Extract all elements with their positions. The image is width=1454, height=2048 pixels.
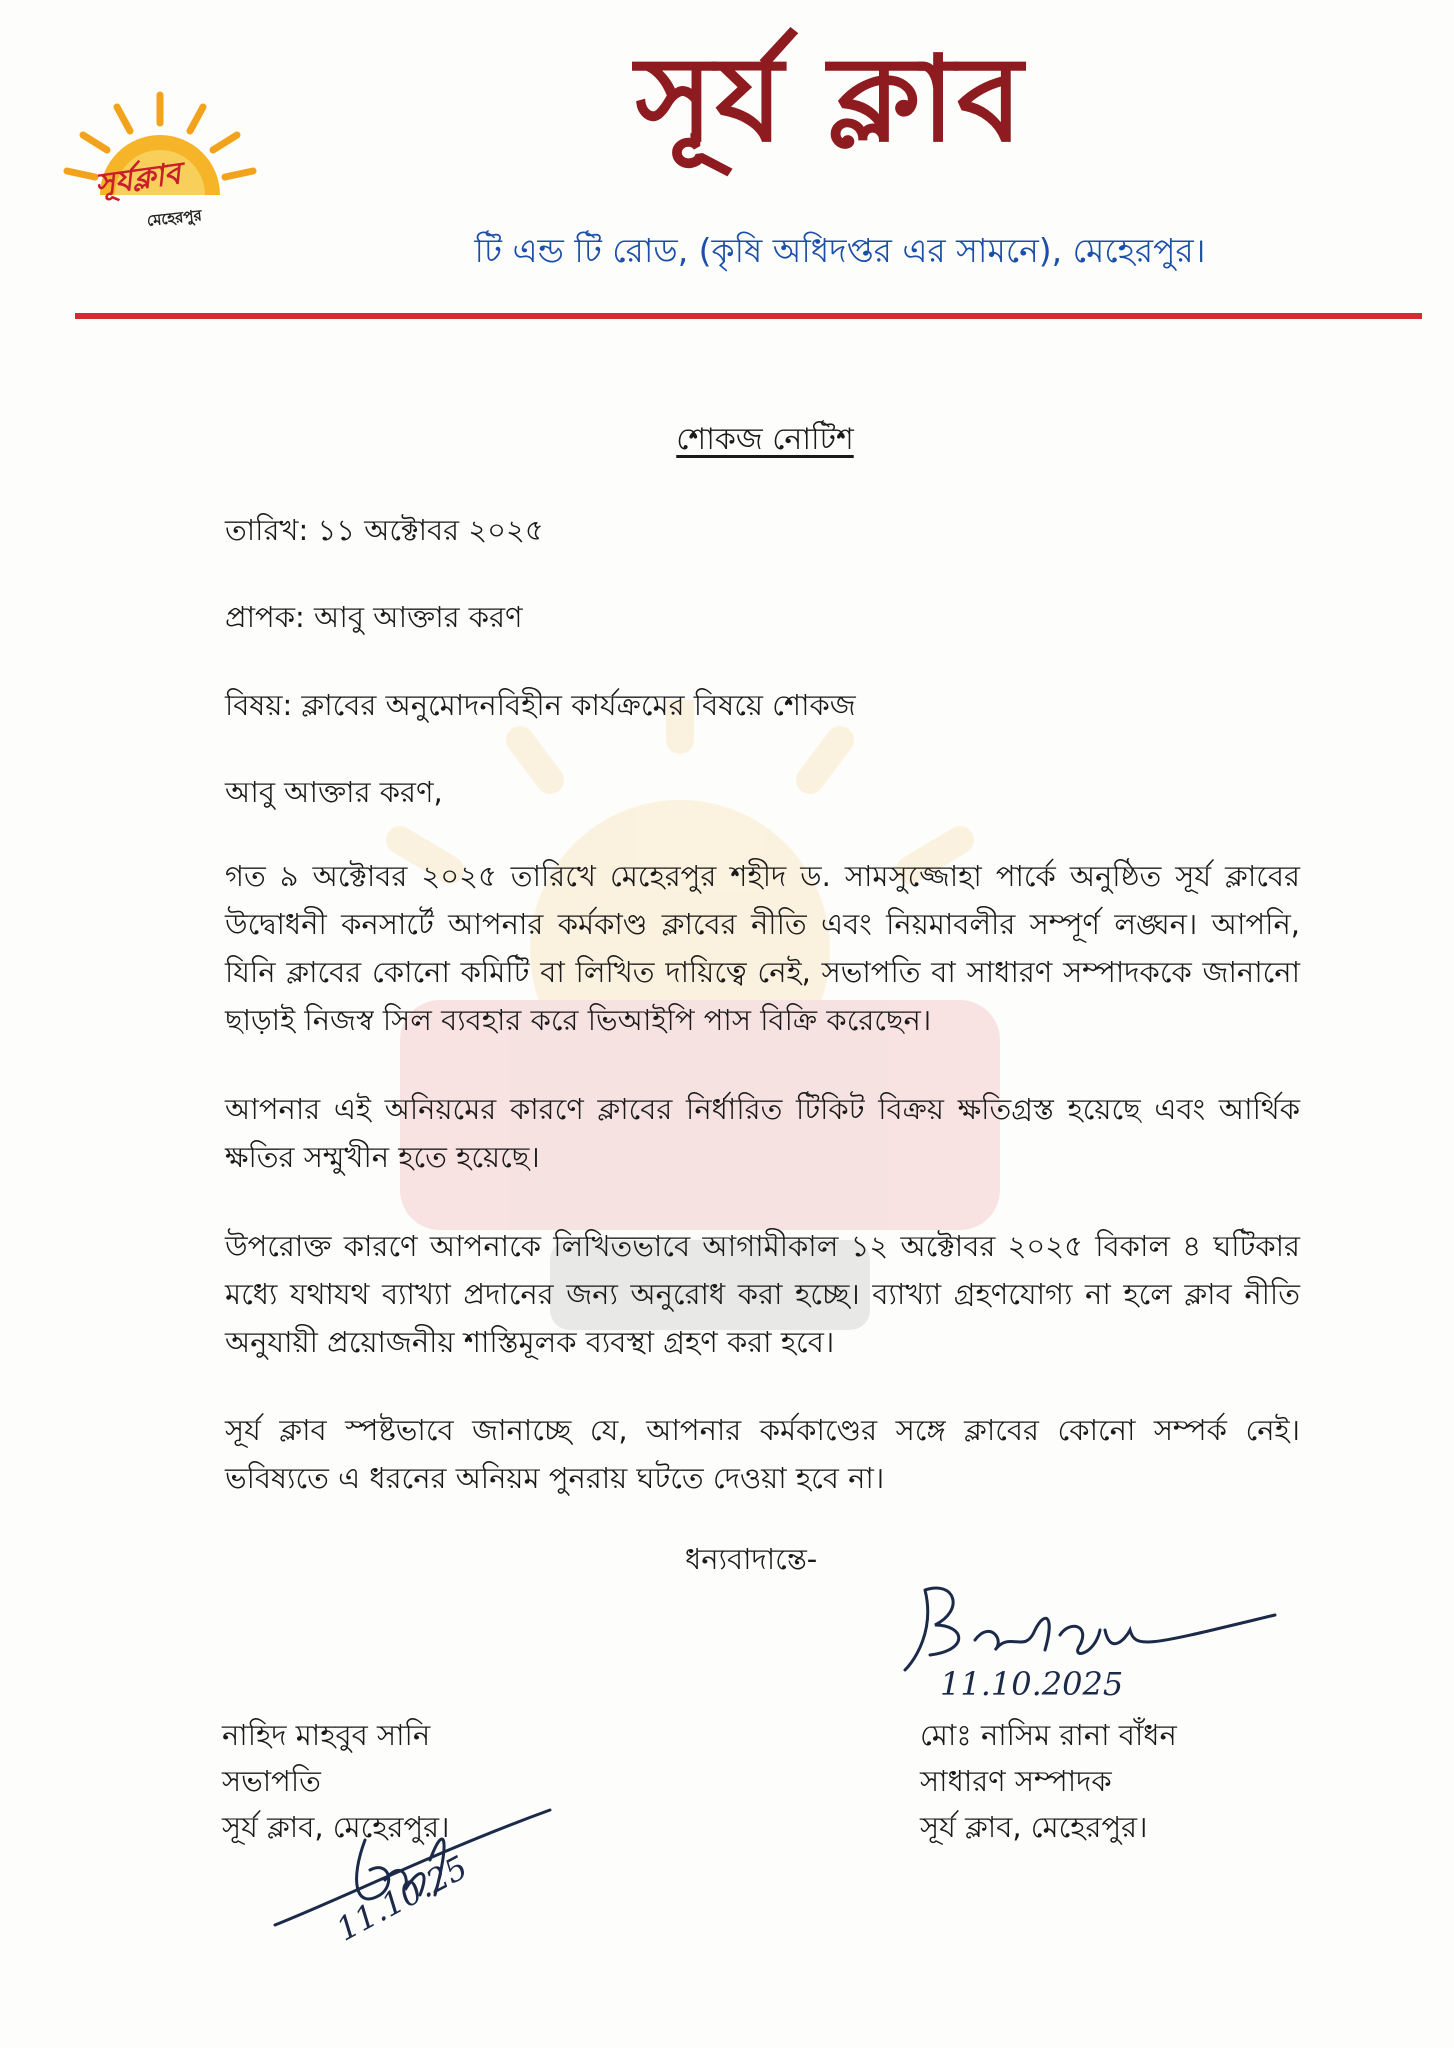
logo-subtext: মেহেরপুর xyxy=(146,206,203,230)
salutation: আবু আক্তার করণ, xyxy=(225,775,443,809)
date-line: তারিখ: ১১ অক্টোবর ২০২৫ xyxy=(225,513,544,547)
closing: ধন্যবাদান্তে- xyxy=(685,1542,818,1576)
secretary-block xyxy=(920,1712,1177,1850)
paragraph-1: গত ৯ অক্টোবর ২০২৫ তারিখে মেহেরপুর শহীদ ড. সামসুজ্জোহা পার্কে অনুষ্ঠিত সূর্য ক্লাবের উদ্বোধনী কনসার্টে আপনার কর্মকাণ্ড ক্লাবের নীতি এবং নিয়মাবলীর সম্পূর্ণ লঙ্ঘন। আপনি, যিনি ক্লাবের কোনো কমিটি বা লিখিত দায়িত্বে নেই, সভাপতি বা সাধারণ সম্পাদককে জানানো ছাড়াই নিজস্ব সিল ব্যবহার করে ভিআইপি পাস বিক্রি করেছেন। xyxy=(225,859,1300,1037)
secretary-signature-date: 11.10.2025 xyxy=(940,1665,1124,1703)
secretary-organization: সূর্য ক্লাব, মেহেরপুর। xyxy=(920,1810,1148,1844)
paragraph-4: সূর্য ক্লাব স্পষ্টভাবে জানাচ্ছে যে, আপনার কর্মকাণ্ডের সঙ্গে ক্লাবের কোনো সম্পর্ক নেই। ভবিষ্যতে এ ধরনের অনিয়ম পুনরায় ঘটতে দেওয়া হবে না। xyxy=(225,1413,1300,1495)
club-name-heading: সূর্য ক্লাব xyxy=(635,29,1025,168)
secretary-name: মোঃ নাসিম রানা বাঁধন xyxy=(920,1718,1177,1752)
president-name: নাহিদ মাহবুব সানি xyxy=(222,1718,431,1752)
club-address: টি এন্ড টি রোড, (কৃষি অধিদপ্তর এর সামনে), মেহেরপুর। xyxy=(474,231,1206,270)
president-organization: সূর্য ক্লাব, মেহেরপুর। xyxy=(222,1810,450,1844)
header-divider xyxy=(75,313,1422,319)
subject-line: বিষয়: ক্লাবের অনুমোদনবিহীন কার্যক্রমের বিষয়ে শোকজ xyxy=(225,688,856,722)
president-signature-date: 11.10.25 xyxy=(330,1848,474,1949)
club-logo xyxy=(55,85,265,260)
paragraph-3: উপরোক্ত কারণে আপনাকে লিখিতভাবে আগামীকাল ১২ অক্টোবর ২০২৫ বিকাল ৪ ঘটিকার মধ্যে যথাযথ ব্যাখ্যা প্রদানের জন্য অনুরোধ করা হচ্ছে। ব্যাখ্যা গ্রহণযোগ্য না হলে ক্লাব নীতি অনুযায়ী প্রয়োজনীয় শাস্তিমূলক ব্যবস্থা গ্রহণ করা হবে। xyxy=(225,1229,1300,1359)
recipient-line: প্রাপক: আবু আক্তার করণ xyxy=(225,600,523,634)
president-designation: সভাপতি xyxy=(222,1764,321,1798)
secretary-signature xyxy=(895,1570,1295,1680)
logo-text: সূর্যক্লাব xyxy=(92,156,183,203)
notice-title: শোকজ নোটিশ xyxy=(676,422,854,457)
paragraph-2: আপনার এই অনিয়মের কারণে ক্লাবের নির্ধারিত টিকিট বিক্রয় ক্ষতিগ্রস্ত হয়েছে এবং আর্থিক ক্ষতির সম্মুখীন হতে হয়েছে। xyxy=(225,1092,1300,1174)
secretary-designation: সাধারণ সম্পাদক xyxy=(920,1764,1112,1798)
